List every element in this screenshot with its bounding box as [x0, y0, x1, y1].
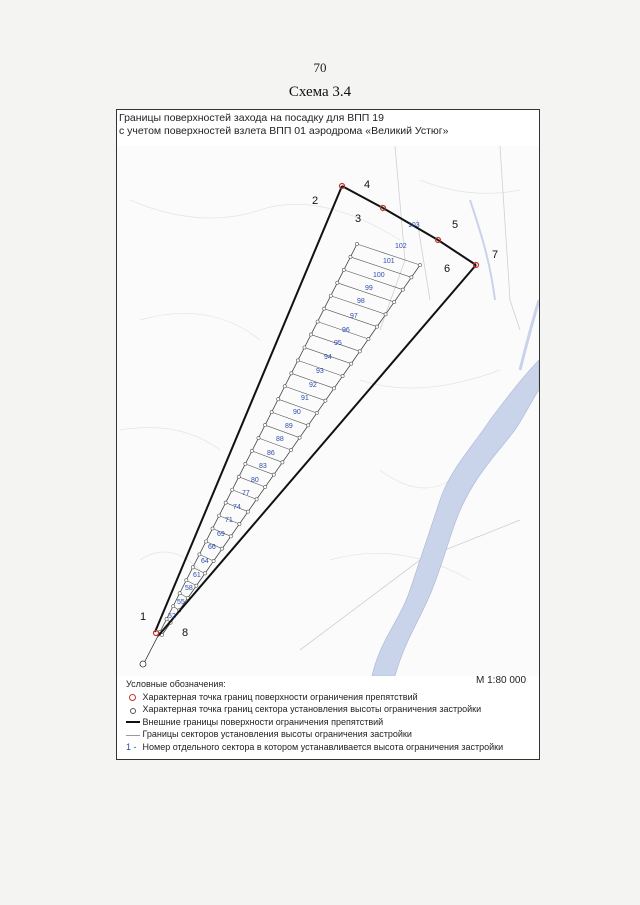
- sector-point: [289, 448, 292, 451]
- sector-label: 95: [334, 340, 342, 347]
- sector-label: 58: [185, 585, 193, 592]
- map-title-line2: с учетом поверхностей взлета ВПП 01 аэродрома «Великий Устюг»: [119, 125, 449, 137]
- sector-point: [237, 475, 240, 478]
- point-label-8: 8: [182, 627, 189, 639]
- sector-point: [296, 359, 299, 362]
- sector-point: [224, 501, 227, 504]
- sector-point: [178, 592, 181, 595]
- sector-point: [238, 522, 241, 525]
- sector-point: [221, 547, 224, 550]
- sector-point: [355, 242, 358, 245]
- point-label-5: 5: [452, 219, 459, 231]
- point-label-2: 2: [312, 195, 319, 207]
- sector-label: 71: [225, 517, 233, 524]
- sector-point: [272, 473, 275, 476]
- scheme-title: Схема 3.4: [288, 84, 352, 100]
- sector-point: [211, 527, 214, 530]
- legend-header: Условные обозначения:: [126, 679, 226, 689]
- sector-point: [384, 313, 387, 316]
- sector-point: [298, 436, 301, 439]
- sector-label: 80: [251, 477, 259, 484]
- point-label-6: 6: [444, 263, 451, 275]
- sector-point: [393, 300, 396, 303]
- sector-point: [290, 372, 293, 375]
- map-title: [119, 112, 448, 138]
- map-title-line1: Границы поверхностей захода на посадку для ВПП 19: [119, 112, 384, 124]
- sector-label: 55: [177, 599, 185, 606]
- sector-point: [264, 485, 267, 488]
- legend-item-text: Характерная точка границ сектора установления высоты ограничения застройки: [142, 704, 482, 715]
- legend: [126, 678, 503, 754]
- sector-point: [281, 461, 284, 464]
- sector-point: [358, 350, 361, 353]
- sector-label: 86: [267, 450, 275, 457]
- sector-point: [283, 385, 286, 388]
- sector-label: 66: [208, 544, 216, 551]
- sector-point: [277, 398, 280, 401]
- sector-point: [185, 579, 188, 582]
- sector-point: [307, 424, 310, 427]
- sector-point: [367, 337, 370, 340]
- sector-point: [212, 559, 215, 562]
- thick-line-icon: [126, 717, 140, 727]
- sector-point: [257, 436, 260, 439]
- number-symbol: 1 -: [126, 741, 137, 752]
- legend-item-text: Внешние границы поверхности ограничения препятствий: [142, 716, 384, 727]
- sector-label: 94: [324, 354, 332, 361]
- sector-point: [375, 325, 378, 328]
- sector-point: [218, 514, 221, 517]
- sector-label: 103: [408, 222, 420, 229]
- sector-point: [309, 333, 312, 336]
- sector-label: 98: [357, 298, 365, 305]
- sector-point: [323, 307, 326, 310]
- legend-item-text: Номер отдельного сектора в котором устанавливается высота ограничения застройки: [142, 741, 504, 752]
- sector-label: 102: [395, 243, 407, 250]
- sector-point: [191, 566, 194, 569]
- sector-label: 61: [193, 572, 201, 579]
- sector-point: [195, 584, 198, 587]
- sector-point: [303, 346, 306, 349]
- red-circle-icon: [126, 692, 140, 702]
- map-scale: М 1:80 000: [476, 675, 527, 686]
- legend-item: [126, 691, 503, 704]
- sector-label: 97: [350, 313, 358, 320]
- sector-label: 69: [217, 531, 225, 538]
- thin-line-icon: [126, 730, 140, 740]
- sector-point: [263, 423, 266, 426]
- sector-point: [349, 255, 352, 258]
- sector-label: 96: [342, 327, 350, 334]
- sector-label: 64: [201, 558, 209, 565]
- sector-label: 99: [365, 285, 373, 292]
- sector-point: [341, 374, 344, 377]
- legend-item-text: Характерная точка границ поверхности ограничения препятствий: [142, 691, 418, 702]
- point-label-1: 1: [140, 611, 147, 623]
- sector-point: [246, 510, 249, 513]
- sector-label: 74: [233, 504, 241, 511]
- sector-label: 89: [285, 423, 293, 430]
- legend-item-text: Границы секторов установления высоты ограничения застройки: [142, 729, 412, 740]
- sector-point: [329, 294, 332, 297]
- sector-point: [410, 276, 413, 279]
- sector-point: [342, 268, 345, 271]
- sector-point: [250, 449, 253, 452]
- sector-label: 52: [168, 613, 176, 620]
- sector-point: [270, 411, 273, 414]
- sector-point: [198, 553, 201, 556]
- legend-item: [126, 728, 503, 741]
- sector-label: 90: [293, 409, 301, 416]
- legend-item: [126, 741, 503, 754]
- sector-point: [350, 362, 353, 365]
- sector-point: [204, 540, 207, 543]
- sector-point: [336, 281, 339, 284]
- sector-point: [316, 320, 319, 323]
- sector-label: 93: [316, 368, 324, 375]
- sector-label: 100: [373, 272, 385, 279]
- sector-point: [229, 535, 232, 538]
- sector-point: [324, 399, 327, 402]
- sector-label: 77: [242, 490, 250, 497]
- sector-point: [255, 498, 258, 501]
- sector-label: 101: [383, 258, 395, 265]
- point-label-7: 7: [492, 249, 499, 261]
- page-number: 70: [313, 60, 327, 75]
- sector-label: 83: [259, 463, 267, 470]
- sector-point: [315, 411, 318, 414]
- legend-item: [126, 703, 503, 716]
- sector-point: [244, 462, 247, 465]
- sector-point: [172, 605, 175, 608]
- sector-point: [332, 387, 335, 390]
- sector-point: [203, 572, 206, 575]
- sector-label: 91: [301, 395, 309, 402]
- sector-point: [418, 263, 421, 266]
- point-label-4: 4: [364, 179, 371, 191]
- legend-item: [126, 716, 503, 729]
- map-area: [117, 146, 539, 676]
- point-label-3: 3: [355, 213, 362, 225]
- sector-label: 88: [276, 436, 284, 443]
- runway-point-icon: [140, 661, 146, 667]
- sector-point: [231, 488, 234, 491]
- gray-circle-icon: [126, 705, 140, 715]
- sector-point: [401, 288, 404, 291]
- sector-label: 92: [309, 382, 317, 389]
